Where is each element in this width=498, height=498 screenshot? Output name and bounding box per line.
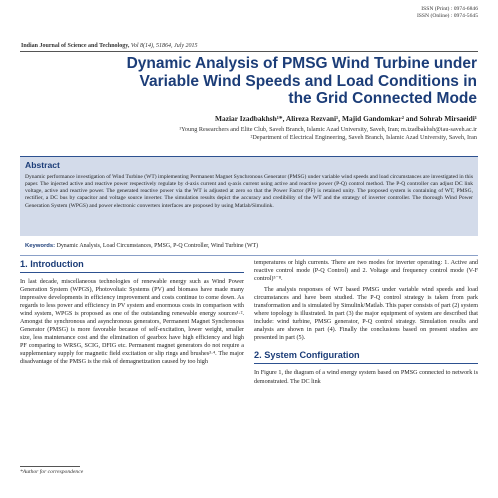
issn-print: ISSN (Print) : 0974-6846 — [421, 6, 478, 12]
title-line-3: the Grid Connected Mode — [288, 90, 477, 107]
author-list: Maziar Izadbakhsh¹*, Alireza Rezvani¹, Majid Gandomkar² and Sohrab Mirsaeidi¹ — [215, 114, 477, 123]
footnote-rule — [20, 466, 80, 467]
journal-citation — [21, 43, 198, 49]
journal-ref: Vol 8(14), 51864, July 2015 — [129, 43, 198, 49]
section-heading-introduction: 1. Introduction — [20, 259, 244, 273]
introduction-paragraph: In last decade, miscellaneous technologies of renewable energy such as Wind Power Generation System (WPGS), Photovoltaic Systems (PV) and biomass have made many impressive developments in efficiency improvement and costs continue to come down. As regards to less power and efficiency in PV system and enormous costs in comparison with wind system, WPGS is proposed as one of the outstanding renewable energy sources¹·². Amongst the synchronous and asynchronous generators, Permanent Magnet Synchronous Generator (PMSG) is more favorable because of self-excitation, lower weight, smaller size, less maintenance cost and the elimination of gearbox have high efficiency and high PF comparing to WRSG, SCIG, DFIG etc. Permanent magnet generators do not require a supplementary supply for magnetic field excitation or slip rings and brushes³·⁴. The major disadvantage of the PMSG is the risk of demagnetization caused by too high — [20, 279, 244, 366]
header-rule — [20, 51, 478, 52]
affiliation-2: ²Department of Electrical Engineering, Saveh Branch, Islamic Azad University, Saveh, Iran — [250, 134, 477, 141]
title-line-2: Variable Wind Speeds and Load Conditions in — [139, 72, 477, 90]
keywords-label: Keywords: — [25, 243, 56, 249]
issn-block — [417, 6, 478, 20]
affiliation-1: ¹Young Researchers and Elite Club, Saveh Branch, Islamic Azad University, Saveh, Iran; m.izadbakhsh@iau-saveh.ac.ir — [179, 126, 477, 133]
system-configuration-paragraph: In Figure 1, the diagram of a wind energy system based on PMSG connected to network is demonstrated. The DC link — [254, 370, 478, 385]
abstract-text: Dynamic performance investigation of Wind Turbine (WT) implementing Permanent Magnet Synchronous Generator (PMSG) under variable wind speeds and load circumstances are investigated in this paper. The injected active and reactive power respectively regulate by d-axis current and q-axis current using active and reactive power (P-Q) control method. The P-Q controller can adjust DC link voltage, active and reactive power. The generated reactive power via the WT is adjusted at zero so that the Power Factor (PF) is retained unity. The proposed system is containing of WT, PMSG, rectifier, a DC bus by capacitor and voltage source inverter. The simulation results depict the accuracy and credibility of the WT and the strategy of inverter controller. The thorough Wind Power Generation System (WPGS) and power electronic converters interfaces are proposed by using Matlab/Simulink. — [25, 174, 473, 209]
keywords-text: Dynamic Analysis, Load Circumstances, PMSG, P-Q Controller, Wind Turbine (WT) — [55, 243, 259, 249]
abstract-heading: Abstract — [25, 160, 60, 170]
issn-online: ISSN (Online) : 0974-5645 — [416, 13, 478, 19]
footnote: *Author for correspondence — [20, 469, 84, 475]
title-line-1: Dynamic Analysis of PMSG Wind Turbine under — [126, 55, 477, 72]
affiliations — [179, 126, 477, 142]
section-heading-system-configuration: 2. System Configuration — [254, 350, 478, 364]
right-paragraph-2: The analysis responses of WT based PMSG under variable wind speeds and load circumstances and have been studied. The P-Q control strategy is taken from park transformation and is simulated by Simulink/Matlab. This paper consists of part (2) system where topology is illustrated. In part (3) the major equipment of system are described that include: wind turbine, PMSG generator, P-Q control strategy. Simulation results and analysis are shown in part (4). Finally the conclusions based on present studies are presented in part (5). — [254, 287, 478, 342]
left-column — [20, 259, 244, 367]
right-column — [254, 259, 478, 386]
keywords-rule — [20, 255, 478, 256]
right-paragraph-1: temperatures or high currents. There are two modes for inverter operating: 1. Active and reactive control mode (P-Q Control) and 2. Voltage and frequency control mode (V-F control)⁵⁻⁸. — [254, 260, 478, 283]
keywords — [25, 243, 258, 249]
paper-title — [37, 55, 477, 108]
journal-name: Indian Journal of Science and Technology, — [21, 43, 130, 49]
abstract-box — [20, 156, 478, 236]
